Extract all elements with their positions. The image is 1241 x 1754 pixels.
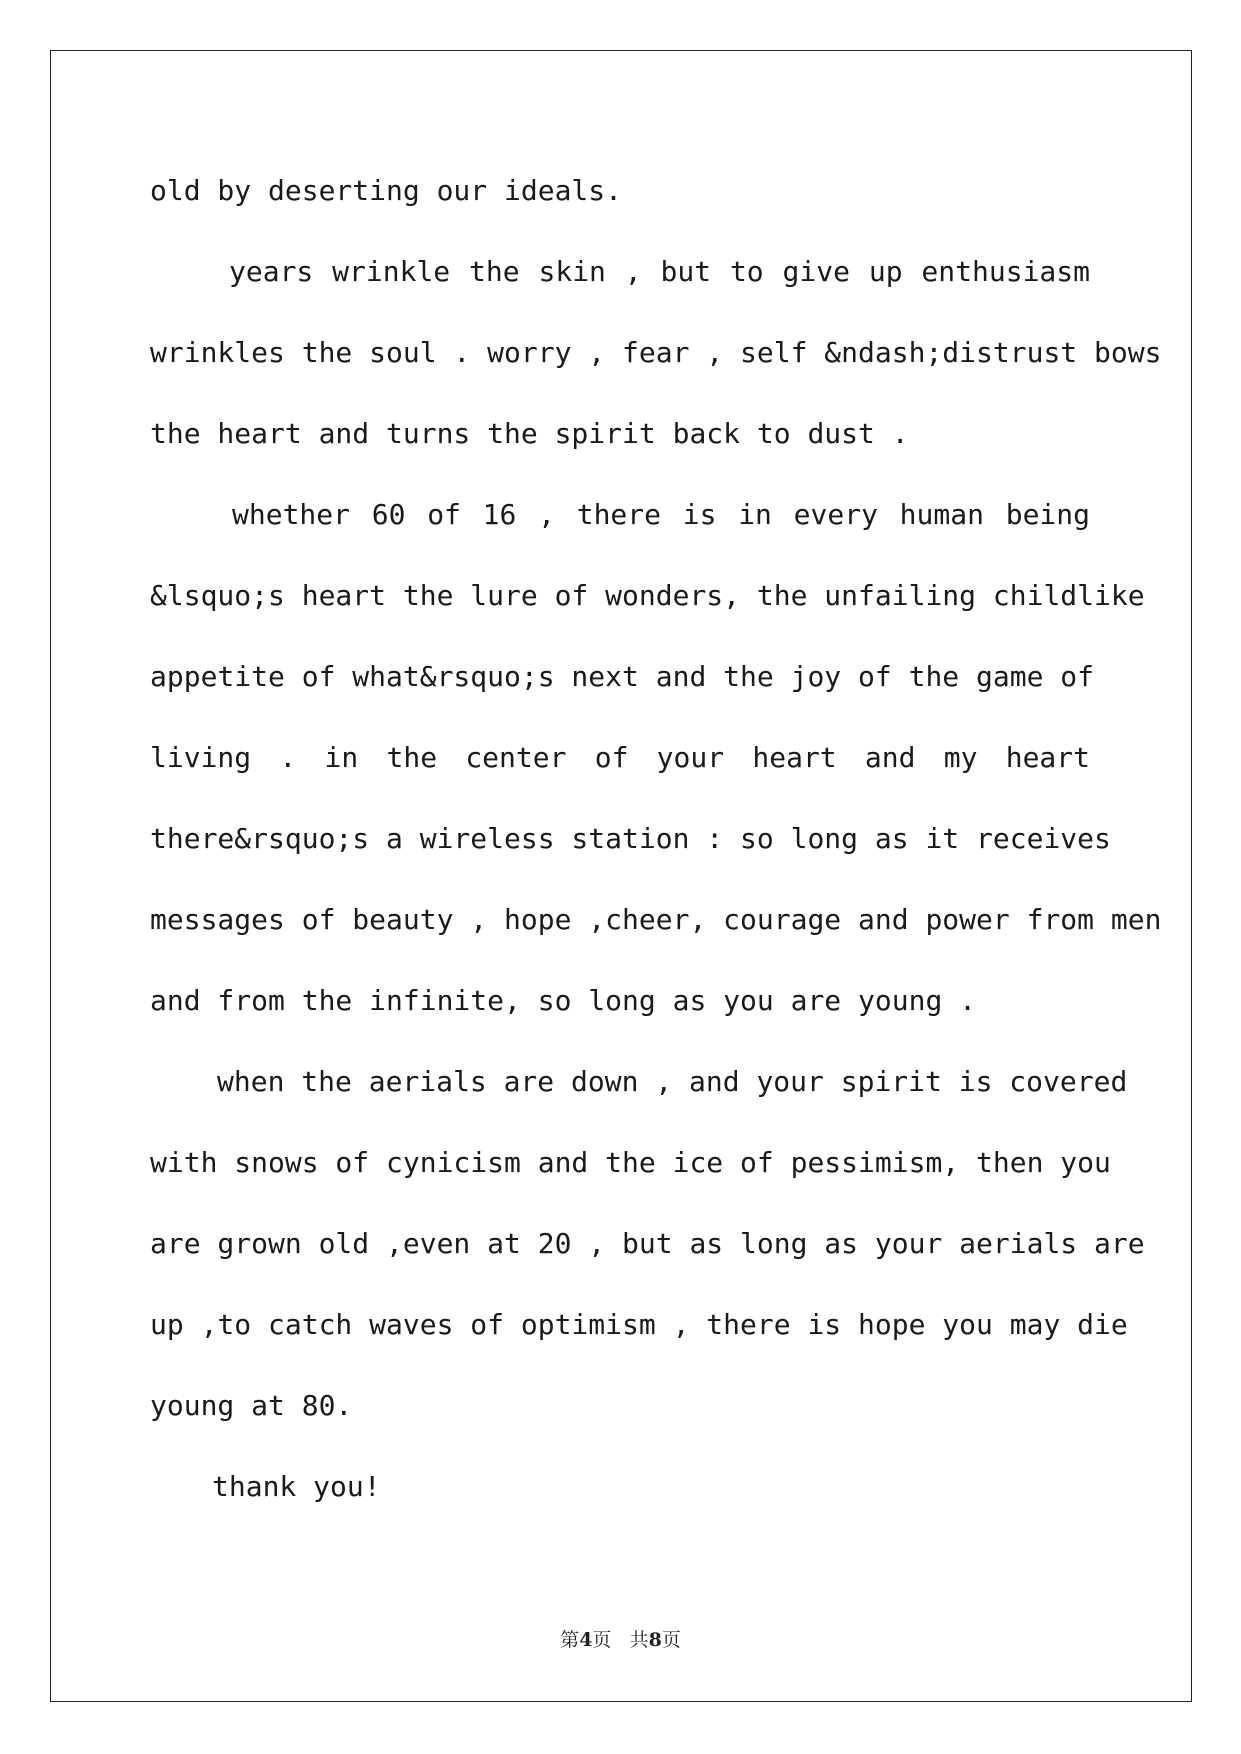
text-line: and from the infinite, so long as you are young . xyxy=(150,984,977,1017)
text-line: up ,to catch waves of optimism , there is hope you may die xyxy=(150,1308,1128,1341)
text-line: are grown old ,even at 20 , but as long as your aerials are xyxy=(150,1227,1145,1260)
text-line: years wrinkle the skin , but to give up enthusiasm xyxy=(229,255,1090,288)
footer-total-suffix: 页 xyxy=(661,1629,681,1651)
current-page-number: 4 xyxy=(579,1629,593,1651)
page-border xyxy=(50,50,1192,1702)
text-line: messages of beauty , hope ,cheer, courage and power from men xyxy=(150,903,1162,936)
page-number-footer xyxy=(0,1625,1241,1652)
footer-prefix: 第 xyxy=(560,1629,580,1651)
total-pages-number: 8 xyxy=(648,1629,662,1651)
text-line: whether 60 of 16 , there is in every human being xyxy=(232,498,1090,531)
text-line: appetite of what&rsquo;s next and the joy of the game of xyxy=(150,660,1095,693)
text-line: with snows of cynicism and the ice of pessimism, then you xyxy=(150,1146,1111,1179)
text-line: old by deserting our ideals. xyxy=(150,174,623,207)
text-line: wrinkles the soul . worry , fear , self &ndash;distrust bows xyxy=(150,336,1162,369)
text-line: thank you! xyxy=(212,1470,381,1503)
text-line: young at 80. xyxy=(150,1389,353,1422)
text-line: there&rsquo;s a wireless station : so long as it receives xyxy=(150,822,1111,855)
footer-page-word: 页 xyxy=(592,1629,612,1651)
text-line: when the aerials are down , and your spirit is covered xyxy=(217,1065,1128,1098)
text-line: the heart and turns the spirit back to dust . xyxy=(150,417,909,450)
text-line: living . in the center of your heart and my heart xyxy=(150,741,1090,774)
text-line: &lsquo;s heart the lure of wonders, the unfailing childlike xyxy=(150,579,1145,612)
footer-total-prefix: 共 xyxy=(629,1629,649,1651)
